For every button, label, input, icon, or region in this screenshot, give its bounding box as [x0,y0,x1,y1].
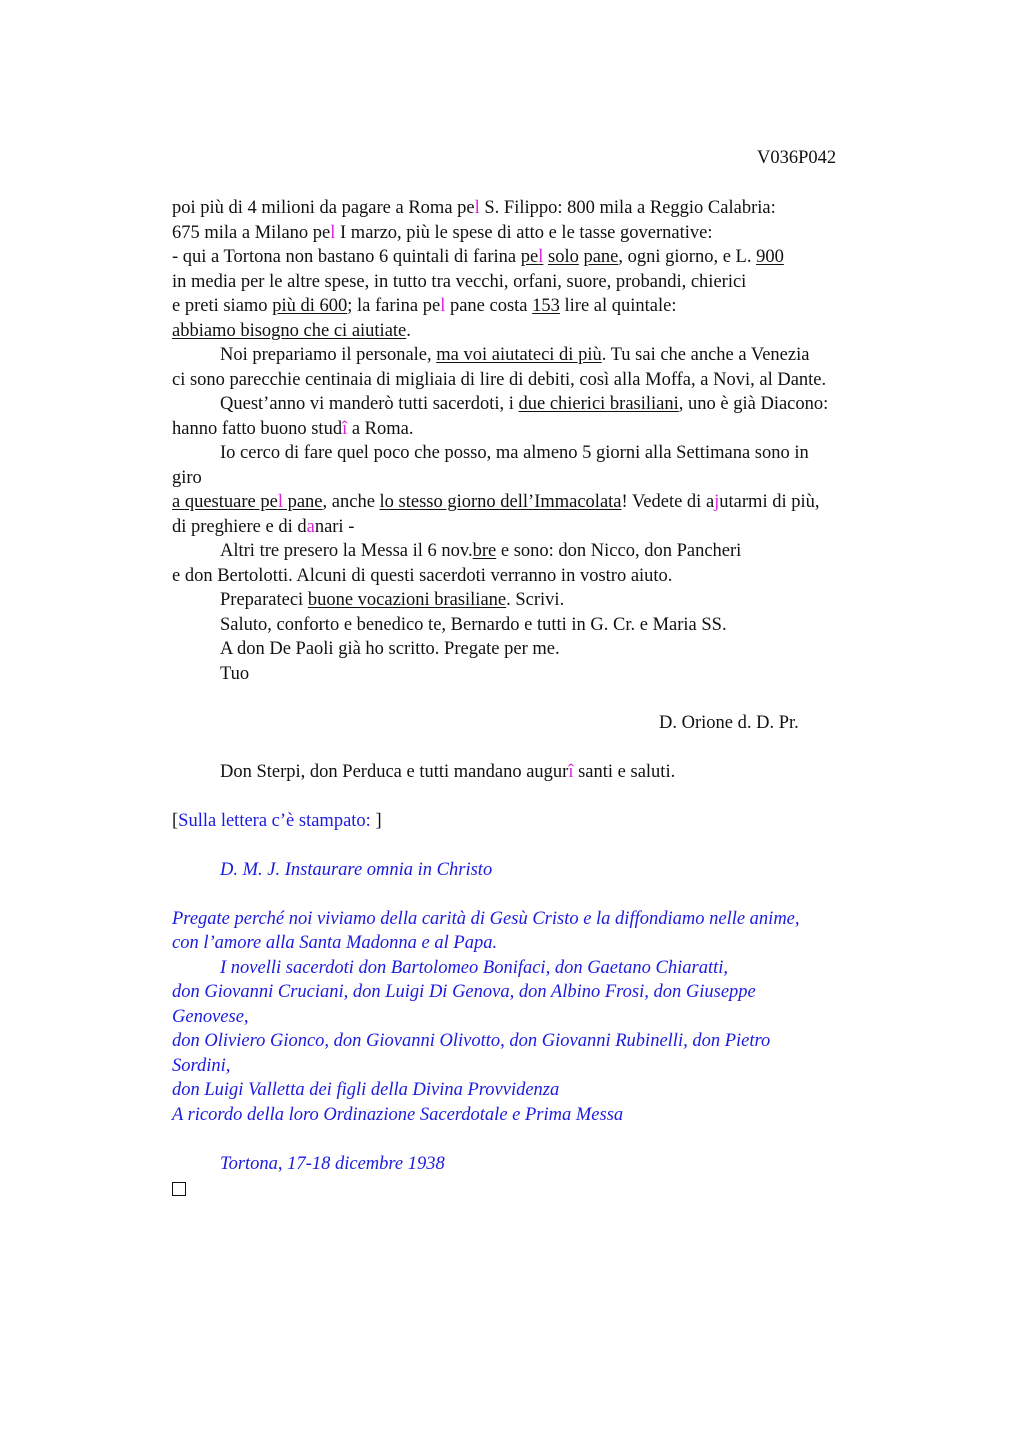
letter-line: Saluto, conforto e benedico te, Bernardo e tutti in G. Cr. e Maria SS. [220,614,727,635]
printed-line: Pregate perché noi viviamo della carità di Gesù Cristo e la diffondiamo nelle anime, [172,908,800,929]
printed-motto: D. M. J. Instaurare omnia in Christo [220,859,493,880]
printed-line: A ricordo della loro Ordinazione Sacerdotale e Prima Messa [172,1104,624,1125]
printed-line: I novelli sacerdoti don Bartolomeo Bonifaci, don Gaetano Chiaratti, [220,957,729,978]
letter-line: Noi prepariamo il personale, ma voi aiutateci di più. Tu sai che anche a Venezia [220,345,810,365]
letter-line: hanno fatto buono studî a Roma. [172,418,414,439]
letter-line: Quest’anno vi manderò tutti sacerdoti, i due chierici brasiliani, uno è già Diacono: [220,394,829,414]
letter-line: a questuare pel pane, anche lo stesso giorno dell’Immacolata! Vedete di ajutarmi di più, [172,492,820,512]
printed-line: don Luigi Valletta dei figli della Divina Provvidenza [172,1080,560,1100]
page-reference: V036P042 [757,148,837,168]
printed-line: don Giovanni Cruciani, don Luigi Di Genova, don Albino Frosi, don Giuseppe [172,982,756,1002]
letter-line: A don De Paoli già ho scritto. Pregate per me. [220,639,560,659]
closing-word: Tuo [220,663,250,684]
checkbox-glyph-icon [172,1182,186,1196]
letter-line: Altri tre presero la Messa il 6 nov.bre e sono: don Nicco, don Pancheri [220,541,742,561]
place-date: Tortona, 17-18 dicembre 1938 [220,1153,445,1174]
letter-line: giro [172,467,202,488]
letter-line: e preti siamo più di 600; la farina pel pane costa 153 lire al quintale: [172,296,677,316]
letter-line: in media per le altre spese, in tutto tra vecchi, orfani, suore, probandi, chierici [172,271,747,292]
letter-line: e don Bertolotti. Alcuni di questi sacerdoti verranno in vostro aiuto. [172,565,673,586]
editor-note: [Sulla lettera c’è stampato: ] [172,810,382,831]
letter-line: abbiamo bisogno che ci aiutiate. [172,320,411,341]
printed-line: Sordini, [172,1055,231,1076]
postscript: Don Sterpi, don Perduca e tutti mandano augurî santi e saluti. [220,761,676,782]
letter-line: ci sono parecchie centinaia di migliaia di lire di debiti, così alla Moffa, a Novi, al Dante. [172,369,827,390]
letter-line: - qui a Tortona non bastano 6 quintali di farina pel solo pane, ogni giorno, e L. 900 [172,247,784,267]
printed-line: don Oliviero Gionco, don Giovanni Olivotto, don Giovanni Rubinelli, don Pietro [172,1031,771,1051]
letter-line: di preghiere e di danari - [172,516,355,537]
letter-line: poi più di 4 milioni da pagare a Roma pel S. Filippo: 800 mila a Reggio Calabria: [172,198,776,218]
letter-line: 675 mila a Milano pel I marzo, più le spese di atto e le tasse governative: [172,222,713,243]
signature: D. Orione d. D. Pr. [659,712,799,733]
letter-body [172,196,912,1204]
letter-line: Io cerco di fare quel poco che posso, ma almeno 5 giorni alla Settimana sono in [220,443,809,463]
letter-line: Preparateci buone vocazioni brasiliane. Scrivi. [220,590,565,610]
printed-line: Genovese, [172,1006,249,1027]
printed-line: con l’amore alla Santa Madonna e al Papa. [172,933,498,953]
